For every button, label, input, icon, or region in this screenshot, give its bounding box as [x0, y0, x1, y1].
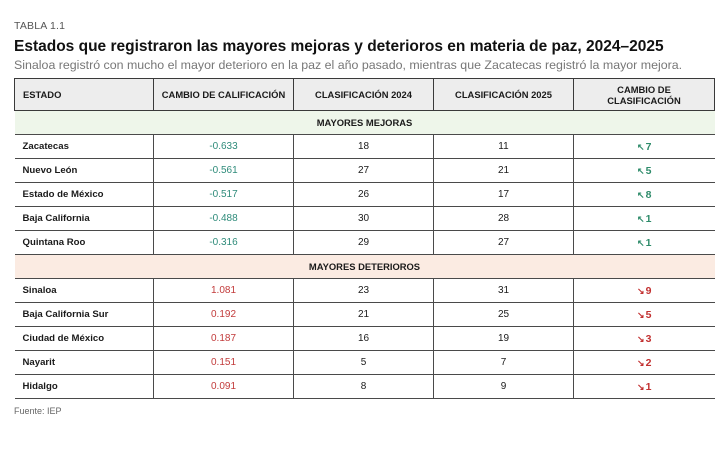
estado-cell: Zacatecas [15, 135, 154, 159]
estado-cell: Ciudad de México [15, 327, 154, 351]
source-note: Fuente: IEP [14, 406, 62, 416]
cambio-clasificacion-cell [574, 327, 715, 351]
cambio-clasificacion-cell [574, 135, 715, 159]
estado-cell: Estado de México [15, 183, 154, 207]
cambio-clasificacion-cell [574, 183, 715, 207]
cambio-clasificacion-cell [574, 351, 715, 375]
clasificacion-2025-cell: 28 [434, 207, 574, 231]
section-header-row [15, 111, 715, 135]
clasificacion-2025-cell: 9 [434, 375, 574, 399]
table-row [15, 135, 715, 159]
arrow-up-left-icon: ↖ [637, 237, 645, 248]
section-title: MAYORES MEJORAS [15, 111, 715, 135]
estado-cell: Baja California Sur [15, 303, 154, 327]
table-row [15, 327, 715, 351]
estado-cell: Nuevo León [15, 159, 154, 183]
estado-cell: Nayarit [15, 351, 154, 375]
clasificacion-2024-cell: 27 [294, 159, 434, 183]
cambio-clasificacion-cell [574, 159, 715, 183]
cambio-calificacion-cell: 0.151 [154, 351, 294, 375]
clasificacion-2024-cell: 16 [294, 327, 434, 351]
rank-change-value: 5 [645, 164, 652, 177]
table-row [15, 375, 715, 399]
clasificacion-2024-cell: 29 [294, 231, 434, 255]
clasificacion-2024-cell: 23 [294, 279, 434, 303]
table-body [15, 111, 715, 399]
column-header-estado: ESTADO [15, 79, 154, 111]
rank-change-value: 7 [645, 140, 652, 153]
arrow-down-right-icon: ↘ [637, 381, 645, 392]
column-header-clasificacion-2025: CLASIFICACIÓN 2025 [434, 79, 574, 111]
table-row [15, 207, 715, 231]
page-subtitle: Sinaloa registró con mucho el mayor deterioro en la paz el año pasado, mientras que Zacatecas registró la mayor mejora. [14, 58, 683, 72]
estado-cell: Hidalgo [15, 375, 154, 399]
arrow-up-left-icon: ↖ [637, 165, 645, 176]
clasificacion-2024-cell: 26 [294, 183, 434, 207]
table-row [15, 231, 715, 255]
cambio-calificacion-cell: -0.561 [154, 159, 294, 183]
cambio-clasificacion-cell [574, 231, 715, 255]
arrow-up-left-icon: ↖ [637, 141, 645, 152]
arrow-up-left-icon: ↖ [637, 213, 645, 224]
estado-cell: Sinaloa [15, 279, 154, 303]
cambio-clasificacion-cell [574, 279, 715, 303]
clasificacion-2025-cell: 27 [434, 231, 574, 255]
cambio-calificacion-cell: 1.081 [154, 279, 294, 303]
cambio-clasificacion-cell [574, 207, 715, 231]
table-header-row [15, 79, 715, 111]
clasificacion-2025-cell: 11 [434, 135, 574, 159]
clasificacion-2024-cell: 21 [294, 303, 434, 327]
clasificacion-2025-cell: 21 [434, 159, 574, 183]
rank-change-value: 1 [645, 236, 652, 249]
table-row [15, 279, 715, 303]
page-title: Estados que registraron las mayores mejoras y deterioros en materia de paz, 2024–2025 [14, 38, 664, 55]
arrow-down-right-icon: ↘ [637, 333, 645, 344]
arrow-up-left-icon: ↖ [637, 189, 645, 200]
rank-change-value: 1 [645, 380, 652, 393]
clasificacion-2024-cell: 18 [294, 135, 434, 159]
estado-cell: Quintana Roo [15, 231, 154, 255]
rank-change-value: 9 [645, 284, 652, 297]
rank-change-value: 2 [645, 356, 652, 369]
clasificacion-2025-cell: 17 [434, 183, 574, 207]
clasificacion-2025-cell: 31 [434, 279, 574, 303]
column-header-cambio-calificacion: CAMBIO DE CALIFICACIÓN [154, 79, 294, 111]
arrow-down-right-icon: ↘ [637, 285, 645, 296]
peace-change-table [14, 78, 715, 399]
cambio-calificacion-cell: 0.187 [154, 327, 294, 351]
cambio-calificacion-cell: -0.633 [154, 135, 294, 159]
rank-change-value: 5 [645, 308, 652, 321]
cambio-clasificacion-cell [574, 375, 715, 399]
table-row [15, 351, 715, 375]
arrow-down-right-icon: ↘ [637, 357, 645, 368]
cambio-calificacion-cell: -0.517 [154, 183, 294, 207]
cambio-calificacion-cell: -0.316 [154, 231, 294, 255]
estado-cell: Baja California [15, 207, 154, 231]
table-number-label: TABLA 1.1 [14, 20, 66, 32]
clasificacion-2024-cell: 5 [294, 351, 434, 375]
table-row [15, 183, 715, 207]
table-row [15, 159, 715, 183]
cambio-clasificacion-cell [574, 303, 715, 327]
column-header-cambio-clasificacion: CAMBIO DE CLASIFICACIÓN [574, 79, 715, 111]
cambio-calificacion-cell: -0.488 [154, 207, 294, 231]
rank-change-value: 1 [645, 212, 652, 225]
clasificacion-2025-cell: 7 [434, 351, 574, 375]
clasificacion-2024-cell: 30 [294, 207, 434, 231]
arrow-down-right-icon: ↘ [637, 309, 645, 320]
clasificacion-2024-cell: 8 [294, 375, 434, 399]
clasificacion-2025-cell: 19 [434, 327, 574, 351]
clasificacion-2025-cell: 25 [434, 303, 574, 327]
column-header-clasificacion-2024: CLASIFICACIÓN 2024 [294, 79, 434, 111]
section-title: MAYORES DETERIOROS [15, 255, 715, 279]
section-header-row [15, 255, 715, 279]
rank-change-value: 3 [645, 332, 652, 345]
cambio-calificacion-cell: 0.192 [154, 303, 294, 327]
cambio-calificacion-cell: 0.091 [154, 375, 294, 399]
rank-change-value: 8 [645, 188, 652, 201]
table-row [15, 303, 715, 327]
